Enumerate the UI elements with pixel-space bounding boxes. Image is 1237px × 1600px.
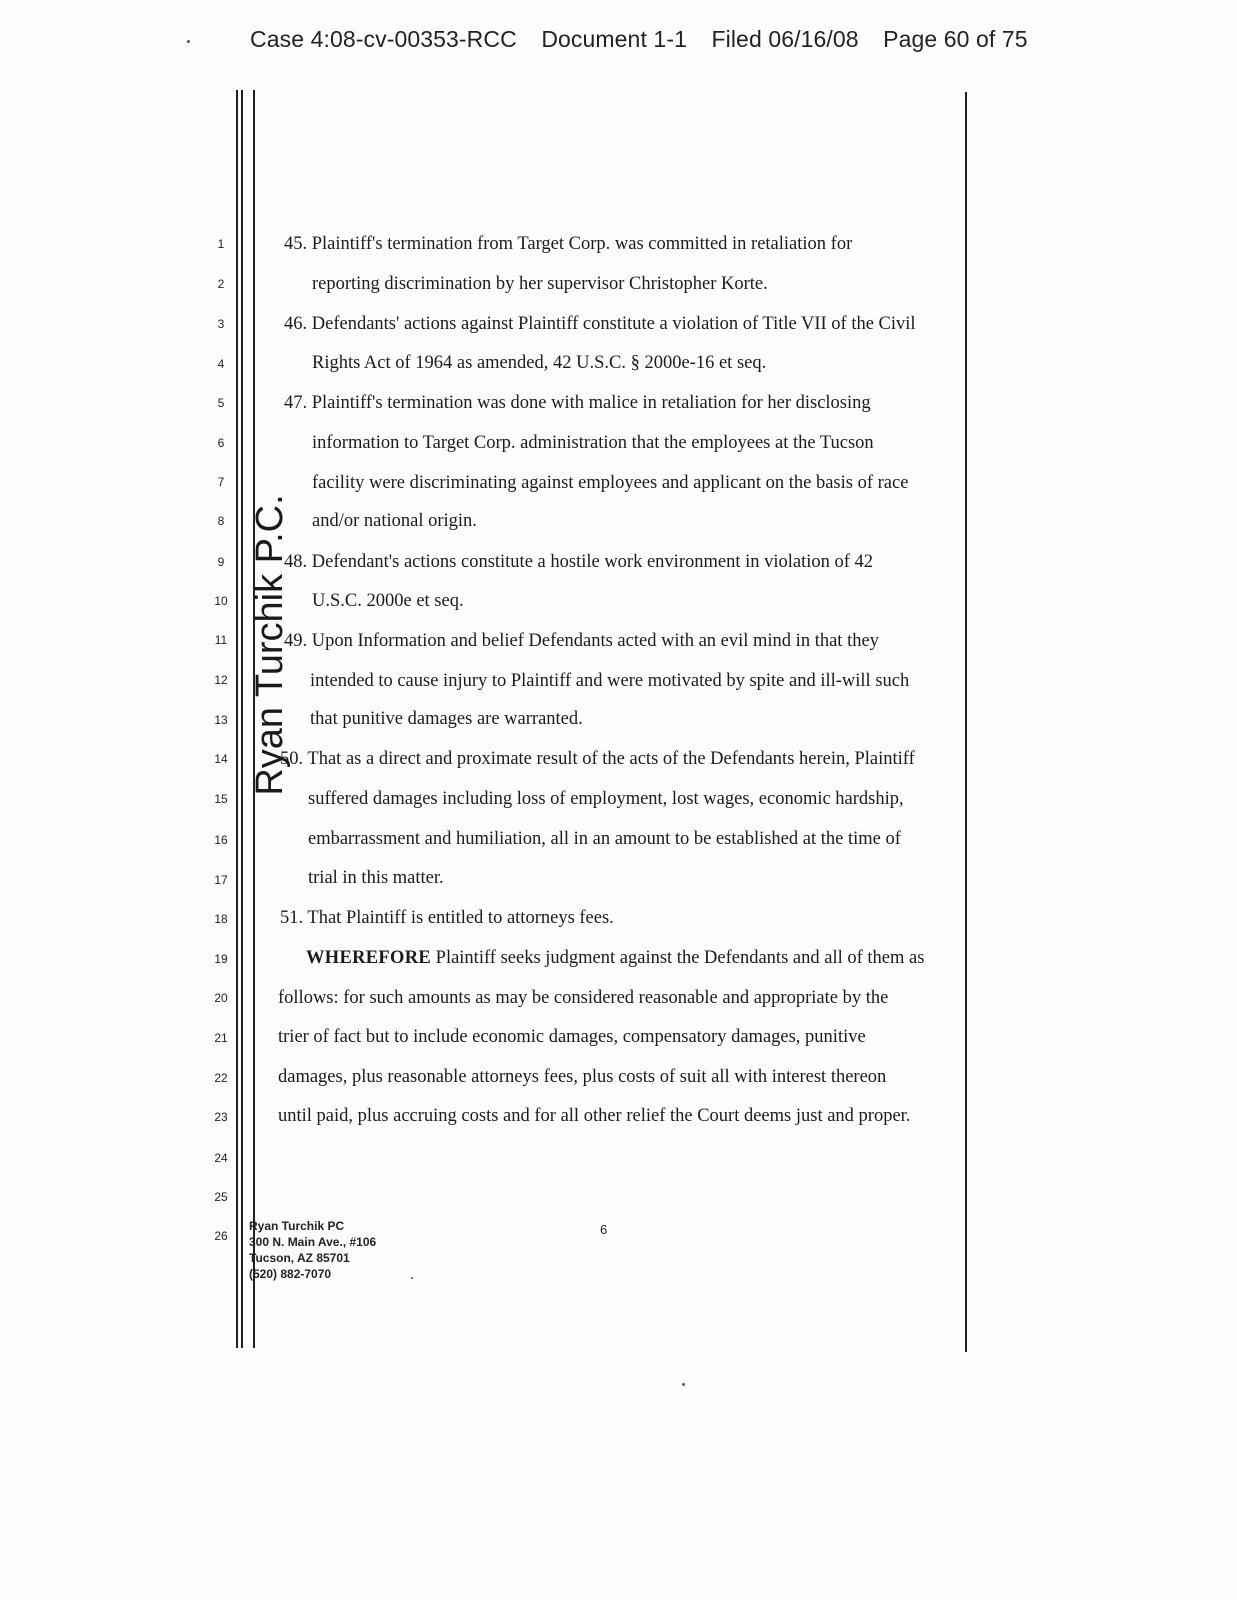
line-number: 7 (217, 475, 225, 489)
scan-speck (187, 40, 190, 43)
text-line: damages, plus reasonable attorneys fees, plus costs of suit all with interest thereon (278, 1067, 887, 1087)
line-number: 24 (214, 1151, 228, 1165)
line-number: 13 (214, 713, 228, 727)
wherefore-label: WHEREFORE (306, 948, 432, 968)
text-line: facility were discriminating against employees and applicant on the basis of race (312, 473, 909, 493)
footer-city: Tucson, AZ 85701 (249, 1251, 350, 1265)
line-number: 3 (217, 317, 225, 331)
text-line: intended to cause injury to Plaintiff and were motivated by spite and ill-will such (310, 671, 910, 691)
text-line: 45. Plaintiff's termination from Target Corp. was committed in retaliation for (284, 234, 853, 254)
case-header (250, 26, 1028, 53)
line-number: 2 (217, 277, 225, 291)
text-line: 51. That Plaintiff is entitled to attorneys fees. (280, 908, 614, 928)
left-margin-rule-2 (241, 90, 243, 1348)
line-number: 4 (217, 357, 225, 371)
page-indicator: Page 60 of 75 (883, 26, 1028, 52)
right-margin-rule (965, 92, 967, 1352)
text-line: 47. Plaintiff's termination was done with malice in retaliation for her disclosing (284, 393, 871, 413)
firm-name-vertical: Ryan Turchik P.C. (249, 494, 291, 796)
line-number: 25 (214, 1190, 228, 1204)
scan-speck (682, 1383, 685, 1386)
line-number: 10 (214, 594, 228, 608)
text-line: information to Target Corp. administration that the employees at the Tucson (312, 433, 874, 453)
wherefore-text: Plaintiff seeks judgment against the Defendants and all of them as (431, 948, 925, 968)
line-number: 18 (214, 912, 228, 926)
footer-firm-name: Ryan Turchik PC (249, 1219, 345, 1233)
line-number: 21 (214, 1031, 228, 1045)
text-line: 50. That as a direct and proximate result of the acts of the Defendants herein, Plaintiff (280, 749, 915, 769)
case-number: Case 4:08-cv-00353-RCC (250, 26, 517, 52)
line-number: 15 (214, 792, 228, 806)
text-line: U.S.C. 2000e et seq. (312, 591, 464, 611)
line-number: 14 (214, 752, 228, 766)
line-number: 22 (214, 1071, 228, 1085)
line-number: 16 (214, 833, 228, 847)
firm-address-block (249, 1218, 376, 1282)
line-number: 19 (214, 952, 228, 966)
text-line: trier of fact but to include economic damages, compensatory damages, punitive (278, 1027, 866, 1047)
text-line: suffered damages including loss of employment, lost wages, economic hardship, (308, 789, 904, 809)
text-line: reporting discrimination by her supervisor Christopher Korte. (312, 274, 768, 294)
line-number: 11 (214, 633, 228, 647)
text-line: that punitive damages are warranted. (310, 709, 583, 729)
text-line: until paid, plus accruing costs and for all other relief the Court deems just and proper. (278, 1106, 911, 1126)
footer-street: 300 N. Main Ave., #106 (249, 1235, 377, 1249)
line-number: 17 (214, 873, 228, 887)
filed-date: Filed 06/16/08 (711, 26, 859, 52)
page-number: 6 (600, 1222, 608, 1237)
text-line: trial in this matter. (308, 868, 444, 888)
text-line: and/or national origin. (312, 511, 477, 531)
line-number: 20 (214, 991, 228, 1005)
text-line: Rights Act of 1964 as amended, 42 U.S.C. § 2000e-16 et seq. (312, 353, 767, 373)
text-line: 46. Defendants' actions against Plaintiff constitute a violation of Title VII of the Civil (284, 314, 916, 334)
text-line: follows: for such amounts as may be considered reasonable and appropriate by the (278, 988, 889, 1008)
text-line: embarrassment and humiliation, all in an amount to be established at the time of (308, 829, 901, 849)
text-line: 49. Upon Information and belief Defendants acted with an evil mind in that they (284, 631, 879, 651)
line-number: 5 (217, 396, 225, 410)
document-number: Document 1-1 (541, 26, 687, 52)
line-number: 26 (214, 1229, 228, 1243)
text-line: 48. Defendant's actions constitute a hostile work environment in violation of 42 (284, 552, 874, 572)
line-number: 23 (214, 1110, 228, 1124)
wherefore-line (306, 948, 924, 969)
line-number: 9 (217, 555, 225, 569)
line-number: 6 (217, 436, 225, 450)
footer-phone: (520) 882-7070 (249, 1267, 332, 1281)
line-number: 8 (217, 514, 225, 528)
line-number: 12 (214, 673, 228, 687)
line-number: 1 (217, 237, 225, 251)
scan-speck (411, 1277, 413, 1279)
